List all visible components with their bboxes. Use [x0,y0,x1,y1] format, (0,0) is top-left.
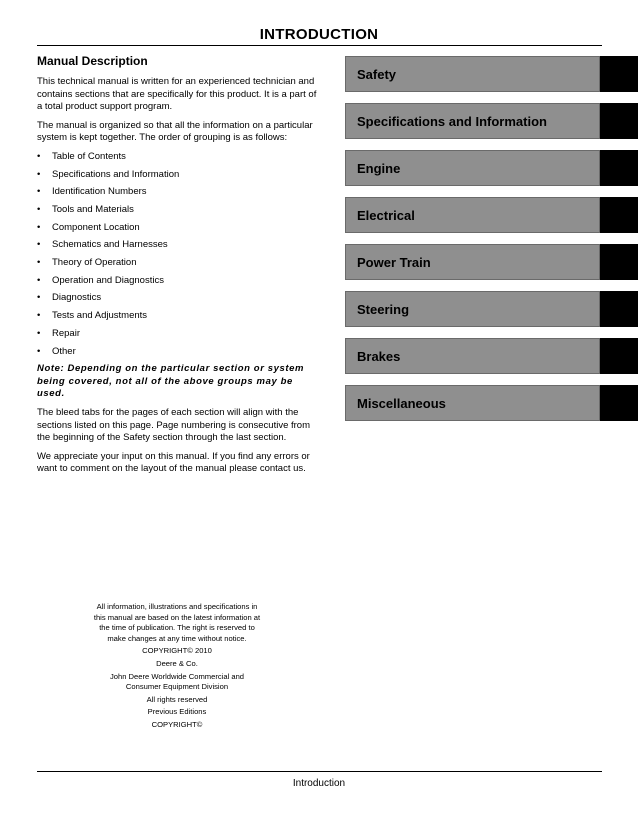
bleed-tab-edge [600,244,638,280]
list-item: • Theory of Operation [37,257,317,270]
previous-editions-text: Previous Editions [147,707,207,717]
section-heading: Manual Description [37,54,148,68]
footer-divider [37,771,602,772]
company-name: Deere & Co. [156,658,198,668]
tab-label: Engine [357,161,401,176]
list-item: • Identification Numbers [37,186,317,199]
section-tabs [345,56,638,432]
manual-description [37,54,317,482]
tab-brakes[interactable] [345,338,638,374]
tab-specifications[interactable] [345,103,638,139]
bleed-tab-edge [600,291,638,327]
tab-label: Steering [357,302,410,317]
tab-label: Specifications and Information [357,114,547,129]
tab-safety[interactable] [345,56,638,92]
tab-power-train[interactable] [345,244,638,280]
disclaimer-text: All information, illustrations and specifications in this manual are based on the latest information at the time of publication. The right is reserved to make changes at any time without notice. [93,602,261,643]
organization-paragraph: The manual is organized so that all the information on a particular system is kept together. The order of grouping is as follows: [37,119,313,144]
tab-steering[interactable] [345,291,638,327]
bleed-tabs-paragraph: The bleed tabs for the pages of each section will align with the sections listed on this page. Page numbering is consecutive from the beginning of the Safety section through the last section. [37,407,311,444]
list-item: • Component Location [37,222,317,235]
tab-label: Miscellaneous [357,396,446,411]
bleed-tab-edge [600,56,638,92]
rights-text: All rights reserved [146,694,208,704]
tab-label: Safety [357,67,397,82]
grouping-list [37,151,317,358]
list-item: • Schematics and Harnesses [37,239,317,252]
tab-label: Power Train [357,255,431,270]
division-name: John Deere Worldwide Commercial and Consumer Equipment Division [109,671,245,692]
bleed-tab-edge [600,103,638,139]
list-item: • Table of Contents [37,151,317,164]
list-item: • Other [37,346,317,359]
list-item: • Specifications and Information [37,169,317,182]
list-item: • Tests and Adjustments [37,310,317,323]
copyright-block [92,602,262,733]
feedback-paragraph: We appreciate your input on this manual. If you find any errors or want to comment on the layout of the manual please contact us. [37,450,310,475]
bleed-tab-edge [600,338,638,374]
bleed-tab-edge [600,150,638,186]
bleed-tab-edge [600,385,638,421]
header-divider [37,45,602,46]
tab-electrical[interactable] [345,197,638,233]
tab-label: Brakes [357,349,401,364]
bleed-tab-edge [600,197,638,233]
tab-engine[interactable] [345,150,638,186]
list-item: • Diagnostics [37,292,317,305]
list-item: • Operation and Diagnostics [37,275,317,288]
list-item: • Repair [37,328,317,341]
list-item: • Tools and Materials [37,204,317,217]
copyright-symbol-line: COPYRIGHT© [151,719,203,729]
note-text: Note: Depending on the particular section or system being covered, not all of the above groups may be used. [37,363,305,400]
page-title: INTRODUCTION [259,26,379,43]
copyright-line: COPYRIGHT© 2010 [142,646,212,656]
intro-paragraph: This technical manual is written for an experienced technician and contains sections that are specifically for this product. It is a part of a total product support program. [37,76,317,113]
tab-miscellaneous[interactable] [345,385,638,421]
tab-label: Electrical [357,208,415,223]
page-footer: Introduction [292,778,346,789]
